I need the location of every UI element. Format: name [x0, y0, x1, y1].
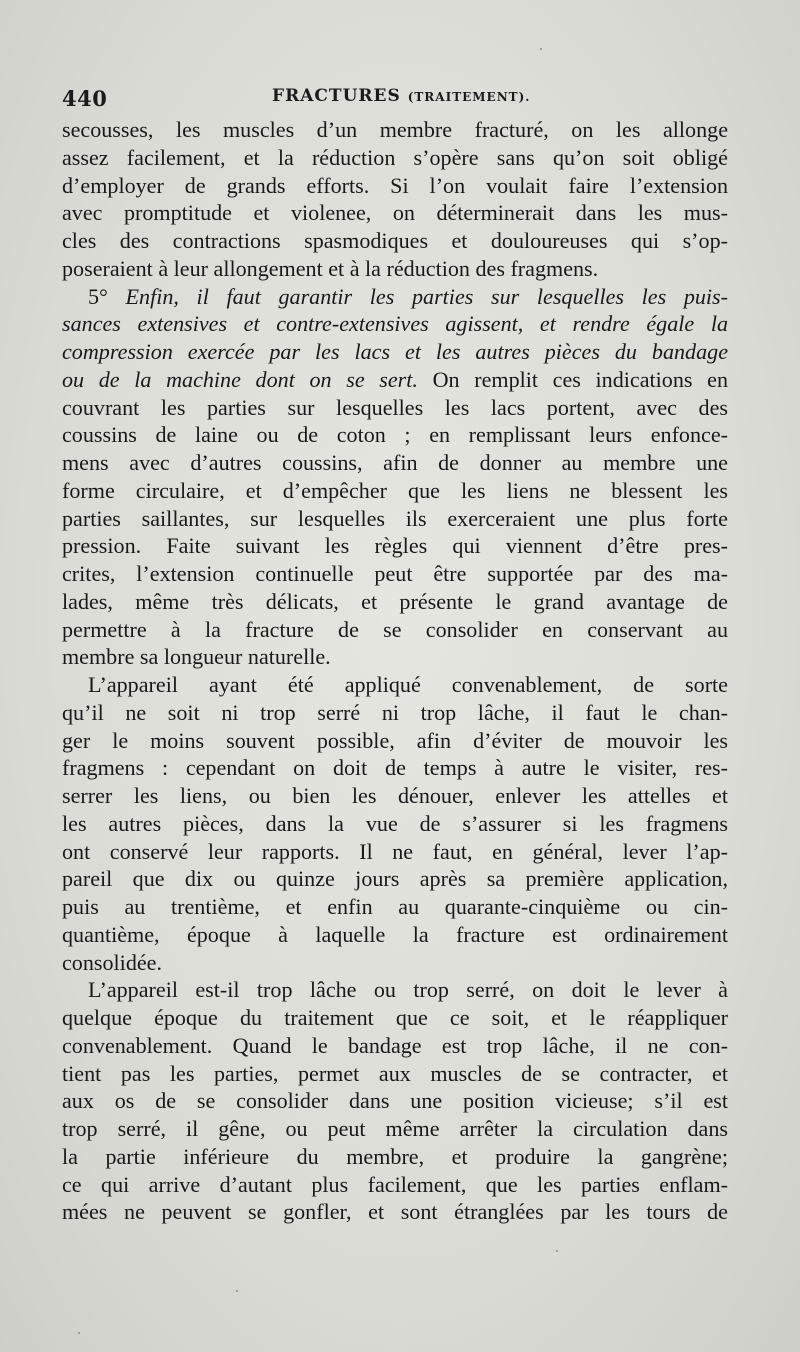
text-line — [62, 949, 728, 977]
text-line — [62, 505, 728, 533]
line-text: fragmens : cependant on doit de temps à autre le visiter, res- — [62, 755, 728, 781]
italic-text: Enfin, il faut garantir les parties sur lesquelles les puis- — [125, 283, 729, 309]
text-line — [62, 144, 728, 172]
text-line — [62, 921, 728, 949]
text-line — [62, 477, 728, 505]
line-text: permettre à la fracture de se consolider en conservant au — [62, 616, 728, 642]
text-line — [62, 671, 728, 699]
line-text: mées ne peuvent se gonfler, et sont étranglées par les tours de — [62, 1199, 728, 1225]
line-text: mens avec d’autres coussins, afin de donner au membre une — [62, 450, 728, 475]
line-text: parties saillantes, sur lesquelles ils exerceraient une plus forte — [62, 505, 728, 531]
text-line — [62, 893, 728, 921]
text-line — [62, 727, 728, 755]
line-text: membre sa longueur naturelle. — [62, 644, 331, 670]
line-text: tient pas les parties, permet aux muscles de se contracter, et — [62, 1060, 728, 1086]
text-line — [62, 1143, 728, 1171]
line-text: crites, l’extension continuelle peut être supportée par des ma- — [62, 561, 728, 586]
running-head — [272, 86, 530, 106]
line-text: aux os de se consolider dans une position vicieuse; s’il est — [62, 1088, 728, 1114]
text-line — [62, 1004, 728, 1032]
line-text: ce qui arrive d’autant plus facilement, que les parties enflam- — [62, 1171, 728, 1197]
text-line — [62, 1032, 728, 1060]
text-line — [62, 227, 728, 255]
text-line — [62, 449, 728, 477]
text-line — [62, 394, 728, 422]
line-text: L’appareil est-il trop lâche ou trop serré, on doit le lever à — [88, 977, 728, 1003]
text-line — [62, 865, 728, 893]
text-line — [62, 838, 728, 866]
text-line — [62, 199, 728, 227]
text-line — [62, 172, 728, 200]
line-text: les autres pièces, dans la vue de s’assurer si les fragmens — [62, 810, 728, 836]
page-header — [62, 86, 732, 112]
line-text: trop serré, il gêne, ou peut même arrêter la circulation dans — [62, 1116, 728, 1141]
italic-text: ou de la machine dont on se sert. — [62, 366, 418, 392]
text-line — [62, 366, 728, 394]
line-text: convenablement. Quand le bandage est trop lâche, il ne con- — [62, 1032, 728, 1058]
line-text: la partie inférieure du membre, et produire la gangrène; — [62, 1143, 728, 1169]
text-line — [62, 283, 728, 311]
text-line — [62, 699, 728, 727]
running-head-subtitle: (TRAITEMENT). — [407, 90, 531, 104]
text-line — [62, 116, 728, 144]
text-line — [62, 754, 728, 782]
paper-speck — [540, 48, 542, 50]
paper-speck — [556, 1250, 558, 1252]
text-line — [62, 1198, 728, 1226]
line-text: poseraient à leur allongement et à la réduction des fragmens. — [62, 255, 599, 281]
line-text: secousses, les muscles d’un membre fracturé, on les allonge — [62, 117, 728, 142]
text-line — [62, 616, 728, 644]
italic-text: compression exercée par les lacs et les autres pièces du bandage — [62, 339, 728, 364]
italic-text: sances extensives et contre-extensives agissent, et rendre égale la — [62, 311, 728, 337]
line-text: coussins de laine ou de coton ; en remplissant leurs enfonce- — [62, 422, 728, 448]
text-line — [62, 1087, 728, 1115]
body-text — [62, 116, 728, 1226]
line-text: L’appareil ayant été appliqué convenablement, de sorte — [88, 672, 728, 697]
line-text: consolidée. — [62, 949, 163, 975]
line-text: serrer les liens, ou bien les dénouer, enlever les attelles et — [62, 783, 728, 808]
text-line — [62, 338, 728, 366]
text-line — [62, 1171, 728, 1199]
line-text: ont conservé leur rapports. Il ne faut, en général, lever l’ap- — [62, 838, 728, 864]
text-line — [62, 532, 728, 560]
text-line — [62, 588, 728, 616]
text-line — [62, 1060, 728, 1088]
text-line — [62, 255, 728, 283]
running-head-title: FRACTURES — [272, 86, 401, 106]
text-line — [62, 560, 728, 588]
text-line — [62, 976, 728, 1004]
line-text: pression. Faite suivant les règles qui viennent d’être pres- — [62, 533, 728, 559]
line-text: cles des contractions spasmodiques et douloureuses qui s’op- — [62, 228, 728, 253]
line-text: pareil que dix ou quinze jours après sa première application, — [62, 866, 728, 892]
line-text: assez facilement, et la réduction s’opère sans qu’on soit obligé — [62, 144, 728, 170]
text-line — [62, 421, 728, 449]
line-text: avec promptitude et violenee, on déterminerait dans les mus- — [62, 200, 728, 226]
text-line — [62, 782, 728, 810]
line-text: lades, même très délicats, et présente le grand avantage de — [62, 588, 728, 614]
page-number: 440 — [62, 86, 108, 111]
line-text: quantième, époque à laquelle la fracture est ordinairement — [62, 921, 728, 947]
text-line — [62, 310, 728, 338]
line-text: On remplit ces indications en — [417, 366, 728, 392]
line-text: couvrant les parties sur lesquelles les lacs portent, avec des — [62, 394, 728, 420]
line-text: ger le moins souvent possible, afin d’éviter de mouvoir les — [62, 727, 728, 753]
text-line — [62, 643, 728, 671]
paper-speck — [78, 1332, 80, 1334]
line-text: qu’il ne soit ni trop serré ni trop lâche, il faut le chan- — [62, 699, 728, 725]
item-number: 5° — [88, 283, 126, 309]
text-line — [62, 810, 728, 838]
line-text: puis au trentième, et enfin au quarante-cinquième ou cin- — [62, 894, 728, 919]
text-line — [62, 1115, 728, 1143]
paper-speck — [236, 1290, 238, 1292]
line-text: quelque époque du traitement que ce soit, et le réappliquer — [62, 1005, 728, 1030]
line-text: d’employer de grands efforts. Si l’on voulait faire l’extension — [62, 172, 728, 198]
line-text: forme circulaire, et d’empêcher que les liens ne blessent les — [62, 477, 728, 503]
